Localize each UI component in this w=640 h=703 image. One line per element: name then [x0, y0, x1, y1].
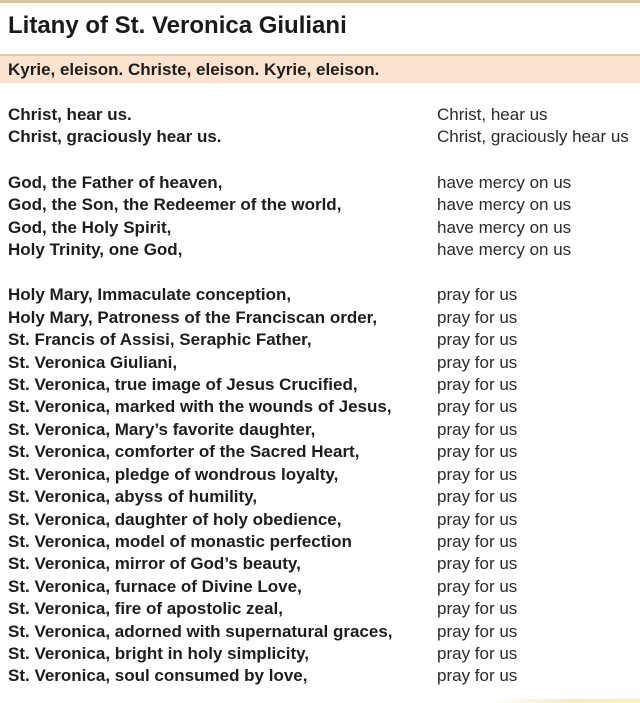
- litany-call: God, the Holy Spirit,: [8, 217, 172, 237]
- litany-call: St. Veronica, true image of Jesus Crucified,: [8, 375, 358, 395]
- litany-response: pray for us: [437, 554, 518, 574]
- litany-response: have mercy on us: [437, 172, 572, 192]
- litany-call: Holy Mary, Immaculate conception,: [8, 285, 292, 305]
- litany-row: [8, 441, 640, 463]
- litany-response: pray for us: [437, 285, 518, 305]
- litany-row: [8, 531, 640, 553]
- litany-call: St. Veronica, furnace of Divine Love,: [8, 576, 302, 596]
- litany-row: [8, 374, 640, 396]
- litany-call: Holy Mary, Patroness of the Franciscan order,: [8, 307, 378, 327]
- litany-row: [8, 104, 640, 126]
- litany-call: St. Veronica, mirror of God’s beauty,: [8, 554, 301, 574]
- litany-response: pray for us: [437, 509, 518, 529]
- litany-response: have mercy on us: [437, 240, 572, 260]
- litany-row: [8, 217, 640, 239]
- litany-response: pray for us: [437, 487, 518, 507]
- litany-row: [8, 194, 640, 216]
- litany-response: pray for us: [437, 330, 518, 350]
- litany-section: [8, 172, 640, 262]
- litany-response: pray for us: [437, 576, 518, 596]
- litany-call: St. Veronica, pledge of wondrous loyalty,: [8, 464, 339, 484]
- litany-response: pray for us: [437, 375, 518, 395]
- kyrie-line: Kyrie, eleison. Christe, eleison. Kyrie, eleison.: [8, 59, 380, 79]
- litany-list: [0, 104, 640, 688]
- kyrie-highlight-band: [0, 54, 640, 83]
- litany-call: God, the Son, the Redeemer of the world,: [8, 195, 342, 215]
- litany-call: St. Veronica, model of monastic perfection: [8, 531, 352, 551]
- litany-response: pray for us: [437, 442, 518, 462]
- litany-response: pray for us: [437, 397, 518, 417]
- litany-row: [8, 284, 640, 306]
- litany-response: pray for us: [437, 643, 518, 663]
- litany-response: pray for us: [437, 419, 518, 439]
- litany-response: have mercy on us: [437, 217, 572, 237]
- litany-row: [8, 509, 640, 531]
- litany-call: St. Veronica, soul consumed by love,: [8, 666, 308, 686]
- litany-call: St. Francis of Assisi, Seraphic Father,: [8, 330, 312, 350]
- litany-row: [8, 665, 640, 687]
- litany-call: St. Veronica, Mary’s favorite daughter,: [8, 419, 316, 439]
- bottom-edge-artifact: [490, 699, 640, 703]
- litany-row: [8, 419, 640, 441]
- litany-row: [8, 126, 640, 148]
- litany-call: St. Veronica, daughter of holy obedience,: [8, 509, 342, 529]
- litany-call: Holy Trinity, one God,: [8, 240, 183, 260]
- top-cream-strip: [0, 3, 640, 8]
- litany-call: St. Veronica, bright in holy simplicity,: [8, 643, 310, 663]
- litany-row: [8, 239, 640, 261]
- litany-response: have mercy on us: [437, 195, 572, 215]
- litany-row: [8, 486, 640, 508]
- litany-response: pray for us: [437, 464, 518, 484]
- litany-call: St. Veronica, abyss of humility,: [8, 487, 258, 507]
- litany-response: pray for us: [437, 352, 518, 372]
- litany-response: Christ, graciously hear us: [437, 127, 629, 147]
- litany-row: [8, 464, 640, 486]
- litany-call: St. Veronica, marked with the wounds of Jesus,: [8, 397, 392, 417]
- litany-call: St. Veronica, adorned with supernatural graces,: [8, 621, 393, 641]
- litany-row: [8, 307, 640, 329]
- litany-response: Christ, hear us: [437, 105, 548, 124]
- litany-row: [8, 621, 640, 643]
- litany-call: St. Veronica, fire of apostolic zeal,: [8, 599, 283, 619]
- litany-response: pray for us: [437, 666, 518, 686]
- litany-section: [8, 104, 640, 149]
- litany-response: pray for us: [437, 621, 518, 641]
- litany-row: [8, 329, 640, 351]
- litany-call: God, the Father of heaven,: [8, 172, 223, 192]
- litany-response: pray for us: [437, 307, 518, 327]
- litany-section: [8, 284, 640, 687]
- litany-response: pray for us: [437, 599, 518, 619]
- litany-row: [8, 172, 640, 194]
- litany-call: Christ, hear us.: [8, 105, 132, 124]
- litany-row: [8, 576, 640, 598]
- litany-call: St. Veronica Giuliani,: [8, 352, 178, 372]
- litany-response: pray for us: [437, 531, 518, 551]
- litany-call: Christ, graciously hear us.: [8, 127, 222, 147]
- page-title: Litany of St. Veronica Giuliani: [8, 12, 347, 39]
- litany-row: [8, 352, 640, 374]
- litany-row: [8, 396, 640, 418]
- litany-row: [8, 643, 640, 665]
- litany-row: [8, 598, 640, 620]
- litany-call: St. Veronica, comforter of the Sacred Heart,: [8, 442, 360, 462]
- litany-row: [8, 553, 640, 575]
